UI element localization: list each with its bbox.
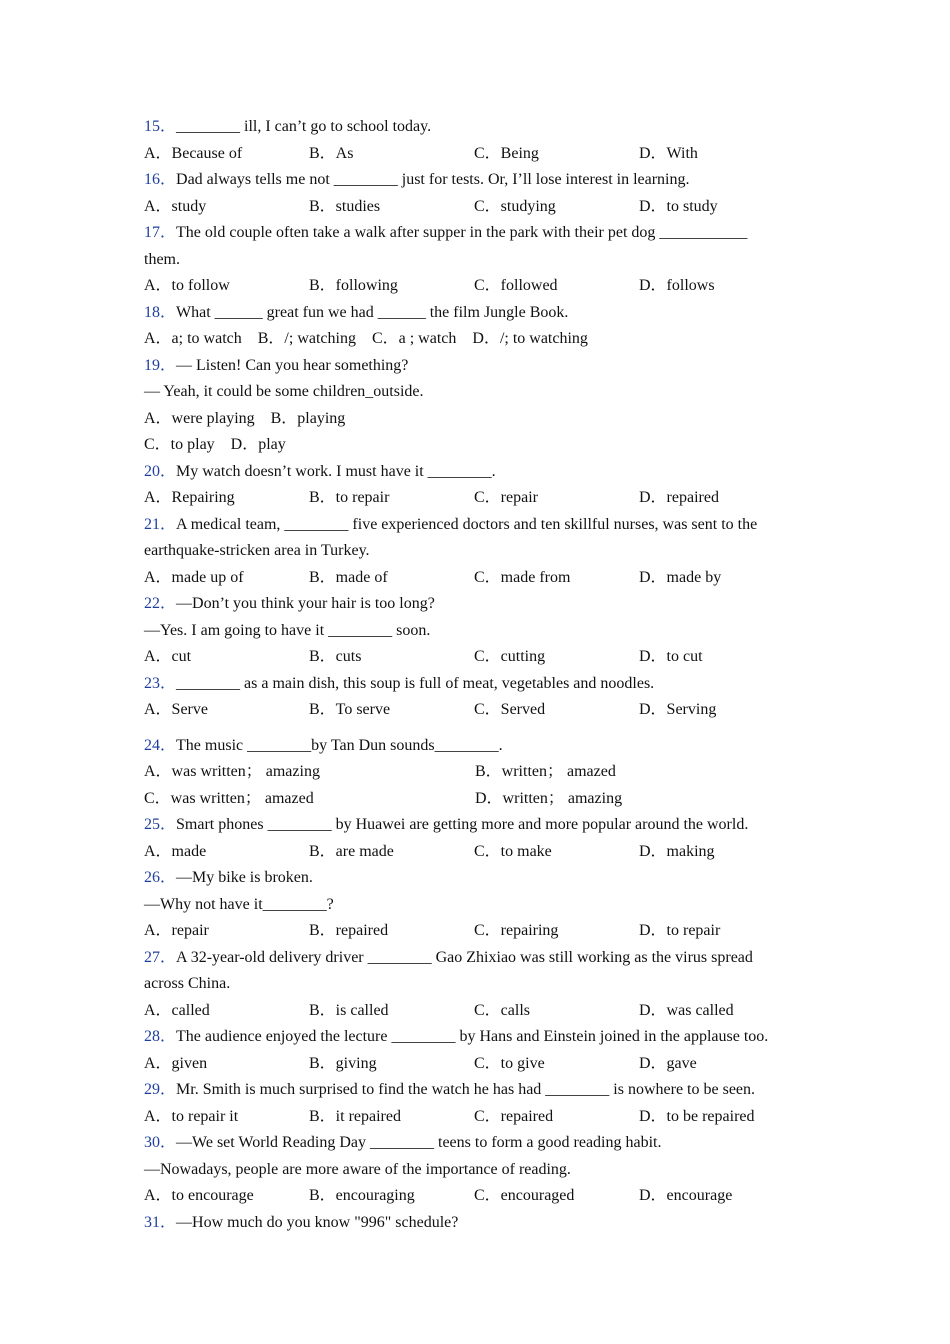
question-number: 29． bbox=[144, 1081, 177, 1098]
answer-option: A．to repair it bbox=[144, 1107, 239, 1125]
answer-options: A．were playing B．playing bbox=[144, 409, 346, 427]
answer-option: A．to follow bbox=[144, 277, 230, 294]
question-item bbox=[144, 167, 824, 220]
answer-option: C．to make bbox=[474, 842, 552, 860]
question-line bbox=[144, 1024, 824, 1051]
question-line bbox=[144, 1157, 824, 1184]
answer-options bbox=[144, 786, 824, 813]
question-number: 15． bbox=[144, 118, 177, 135]
answer-option: A．to encourage bbox=[144, 1187, 254, 1204]
question-text: —We set World Reading Day ________ teens to form a good reading habit. bbox=[176, 1134, 662, 1151]
question-number: 27． bbox=[144, 948, 177, 966]
question-number: 31． bbox=[144, 1213, 177, 1231]
answer-options bbox=[144, 141, 824, 168]
question-line bbox=[144, 459, 824, 486]
answer-option: A．repair bbox=[144, 922, 209, 939]
question-text: earthquake-stricken area in Turkey. bbox=[144, 542, 370, 559]
answer-option: C．repaired bbox=[474, 1107, 554, 1125]
answer-option: C．repair bbox=[474, 489, 538, 506]
question-number: 21． bbox=[144, 515, 177, 533]
question-text: them. bbox=[144, 250, 180, 268]
answer-options: C．to play D．play bbox=[144, 436, 286, 453]
answer-option: D．to repair bbox=[639, 922, 721, 939]
answer-options bbox=[144, 644, 824, 671]
question-text: —How much do you know "996" schedule? bbox=[176, 1213, 459, 1231]
answer-option: C．Served bbox=[474, 701, 546, 718]
answer-option: D．to study bbox=[639, 197, 718, 215]
question-line bbox=[144, 114, 824, 141]
answer-option: A．Repairing bbox=[144, 489, 235, 506]
question-text: My watch doesn’t work. I must have it ________. bbox=[176, 462, 496, 480]
answer-option: A．made bbox=[144, 842, 207, 860]
question-text: —Why not have it________? bbox=[144, 895, 334, 913]
question-line bbox=[144, 512, 824, 539]
question-item bbox=[144, 1024, 824, 1077]
question-line bbox=[144, 945, 824, 972]
question-line bbox=[144, 220, 824, 247]
question-number: 24． bbox=[144, 736, 177, 754]
question-line bbox=[144, 971, 824, 998]
answer-options: A．a; to watch B．/; watching C．a ; watch D．/; to watching bbox=[144, 330, 588, 347]
question-text: The old couple often take a walk after supper in the park with their pet dog ___________ bbox=[176, 224, 748, 241]
answer-option: C．calls bbox=[474, 1001, 530, 1019]
question-item bbox=[144, 945, 824, 1025]
answer-options bbox=[144, 485, 824, 512]
answer-option: B．cuts bbox=[309, 648, 362, 665]
question-item bbox=[144, 812, 824, 865]
answer-option: D．encourage bbox=[639, 1187, 733, 1204]
answer-option: B．repaired bbox=[309, 922, 389, 939]
question-item bbox=[144, 512, 824, 592]
question-text: —Yes. I am going to have it ________ soon. bbox=[144, 621, 431, 639]
answer-option: D．gave bbox=[639, 1054, 697, 1072]
question-line bbox=[144, 1130, 824, 1157]
question-line bbox=[144, 671, 824, 698]
question-number: 20． bbox=[144, 462, 177, 480]
question-text: — Listen! Can you hear something? bbox=[176, 356, 409, 374]
answer-option: B．studies bbox=[309, 197, 381, 215]
question-number: 26． bbox=[144, 869, 177, 886]
answer-option: D．to cut bbox=[639, 648, 703, 665]
question-number: 23． bbox=[144, 674, 177, 692]
answer-options bbox=[144, 1104, 824, 1131]
answer-options bbox=[144, 998, 824, 1025]
answer-options bbox=[144, 1051, 824, 1078]
answer-option: D．making bbox=[639, 842, 715, 860]
answer-option: D．made by bbox=[639, 568, 722, 586]
question-line bbox=[144, 167, 824, 194]
question-text: across China. bbox=[144, 975, 231, 992]
answer-option: C．cutting bbox=[474, 648, 546, 665]
question-line bbox=[144, 865, 824, 892]
answer-option: D．repaired bbox=[639, 489, 719, 506]
question-text: — Yeah, it could be some children_outside. bbox=[144, 383, 424, 400]
answer-option: D．Serving bbox=[639, 701, 717, 718]
question-list bbox=[144, 114, 824, 1236]
answer-options bbox=[144, 273, 824, 300]
answer-option: B．As bbox=[309, 144, 354, 162]
question-text: —Don’t you think your hair is too long? bbox=[176, 595, 435, 612]
question-item bbox=[144, 114, 824, 167]
answer-options bbox=[144, 194, 824, 221]
question-number: 16． bbox=[144, 171, 177, 188]
section-gap bbox=[144, 724, 824, 733]
answer-option: C．studying bbox=[474, 197, 556, 215]
question-number: 22． bbox=[144, 595, 177, 612]
answer-option: D．to be repaired bbox=[639, 1107, 755, 1125]
answer-option: B．written； amazed bbox=[475, 763, 616, 780]
answer-option: A．Because of bbox=[144, 144, 243, 162]
question-number: 19． bbox=[144, 356, 177, 374]
question-text: Smart phones ________ by Huawei are getting more and more popular around the world. bbox=[176, 816, 749, 833]
answer-option: C．to give bbox=[474, 1054, 545, 1072]
question-text: Mr. Smith is much surprised to find the watch he has had ________ is nowhere to be seen. bbox=[176, 1081, 756, 1098]
question-text: ________ ill, I can’t go to school today. bbox=[176, 118, 432, 135]
answer-option: C．followed bbox=[474, 277, 558, 294]
question-line bbox=[144, 733, 824, 760]
question-text: A 32-year-old delivery driver ________ Gao Zhixiao was still working as the virus spread bbox=[176, 948, 753, 966]
answer-option: D．follows bbox=[639, 277, 715, 294]
answer-option: B．to repair bbox=[309, 489, 390, 506]
question-number: 17． bbox=[144, 224, 177, 241]
answer-option: A．made up of bbox=[144, 568, 244, 586]
answer-options bbox=[144, 759, 824, 786]
question-text: The music ________by Tan Dun sounds________. bbox=[176, 736, 503, 754]
answer-option: C．Being bbox=[474, 144, 539, 162]
answer-option: A．called bbox=[144, 1001, 210, 1019]
answer-option: B．encouraging bbox=[309, 1187, 415, 1204]
question-item bbox=[144, 300, 824, 353]
question-text: The audience enjoyed the lecture ________ by Hans and Einstein joined in the applause too. bbox=[176, 1028, 769, 1045]
question-item bbox=[144, 220, 824, 300]
answer-options bbox=[144, 839, 824, 866]
question-number: 18． bbox=[144, 303, 177, 321]
answer-option: B．are made bbox=[309, 842, 394, 860]
answer-option: C．repairing bbox=[474, 922, 559, 939]
answer-option: A．given bbox=[144, 1054, 208, 1072]
question-text: —Nowadays, people are more aware of the importance of reading. bbox=[144, 1160, 571, 1178]
question-line bbox=[144, 538, 824, 565]
answer-option: D．written； amazing bbox=[475, 789, 623, 807]
question-item bbox=[144, 591, 824, 671]
answer-options bbox=[144, 918, 824, 945]
answer-option: B．is called bbox=[309, 1001, 389, 1019]
answer-option: C．made from bbox=[474, 568, 571, 586]
question-text: —My bike is broken. bbox=[176, 869, 313, 886]
question-item bbox=[144, 865, 824, 945]
question-line bbox=[144, 812, 824, 839]
answer-option: D．was called bbox=[639, 1001, 734, 1019]
question-line bbox=[144, 247, 824, 274]
question-item bbox=[144, 1130, 824, 1210]
question-item bbox=[144, 459, 824, 512]
answer-options bbox=[144, 565, 824, 592]
question-item bbox=[144, 353, 824, 459]
question-number: 25． bbox=[144, 816, 177, 833]
question-line bbox=[144, 591, 824, 618]
answer-option: B．To serve bbox=[309, 701, 391, 718]
question-item bbox=[144, 1210, 824, 1237]
question-text: What ______ great fun we had ______ the film Jungle Book. bbox=[176, 303, 569, 321]
answer-option: A．study bbox=[144, 197, 207, 215]
question-number: 30． bbox=[144, 1134, 177, 1151]
question-text: ________ as a main dish, this soup is full of meat, vegetables and noodles. bbox=[176, 674, 655, 692]
answer-option: A．Serve bbox=[144, 701, 208, 718]
answer-options bbox=[144, 697, 824, 724]
question-line bbox=[144, 353, 824, 380]
answer-option: B．giving bbox=[309, 1054, 377, 1072]
answer-option: C．encouraged bbox=[474, 1187, 575, 1204]
question-line bbox=[144, 379, 824, 406]
answer-option: A．cut bbox=[144, 648, 192, 665]
question-line bbox=[144, 1210, 824, 1237]
question-line bbox=[144, 300, 824, 327]
question-item bbox=[144, 1077, 824, 1130]
question-item bbox=[144, 671, 824, 724]
question-text: A medical team, ________ five experienced doctors and ten skillful nurses, was sent to the bbox=[176, 515, 758, 533]
question-text: Dad always tells me not ________ just for tests. Or, I’ll lose interest in learning. bbox=[176, 171, 690, 188]
answer-options bbox=[144, 1183, 824, 1210]
question-line bbox=[144, 1077, 824, 1104]
answer-option: B．it repaired bbox=[309, 1107, 401, 1125]
question-number: 28． bbox=[144, 1028, 177, 1045]
question-item bbox=[144, 733, 824, 813]
answer-option: B．made of bbox=[309, 568, 388, 586]
answer-option: B．following bbox=[309, 277, 398, 294]
answer-option: C．was written； amazed bbox=[144, 789, 314, 807]
question-line bbox=[144, 618, 824, 645]
answer-option: A．was written； amazing bbox=[144, 763, 320, 780]
answer-option: D．With bbox=[639, 144, 698, 162]
question-line bbox=[144, 892, 824, 919]
